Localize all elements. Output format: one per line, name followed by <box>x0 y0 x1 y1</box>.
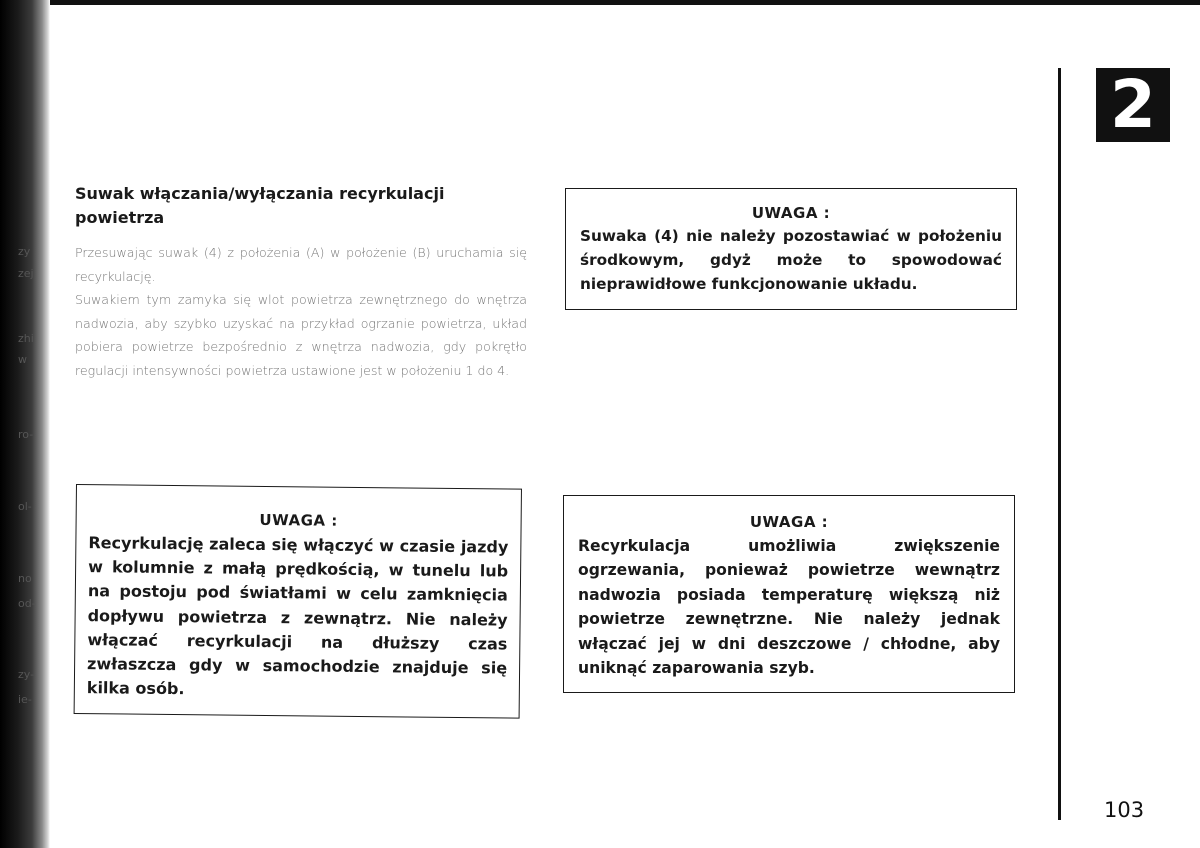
section-body <box>75 241 527 383</box>
chapter-tab: 2 <box>1096 68 1170 142</box>
margin-fragment: ie- <box>18 693 32 706</box>
margin-fragment: zy- <box>18 668 35 681</box>
chapter-rule <box>1058 68 1061 820</box>
scan-top-edge <box>0 0 1200 5</box>
section-heading: Suwak włączania/wyłączania recyrkulacji powietrza <box>75 184 445 227</box>
warning-title: UWAGA : <box>751 204 831 222</box>
warning-text: Recyrkulację zaleca się włączyć w czasie jazdy w kolumnie z małą prędkością, w tunelu lub na postoju pod światłami w celu zamknięcia dopływu powietrza z zewnątrz. Nie należy włączać recyrkulacji na dłuższy czas zwłaszcza gdy w samochodzie znajduje się kilka osób. <box>86 533 509 699</box>
warning-title: UWAGA : <box>259 510 338 530</box>
section-paragraph: Suwakiem tym zamyka się wlot powietrza zewnętrznego do wnętrza nadwozia, aby szybko uzyskać na przykład ogrzanie powietrza, układ pobiera powietrze bezpośrednio z wnętrza nadwozia, gdy pokrętło regulacji intensywności powietrza ustawione jest w położeniu 1 do 4. <box>75 292 527 378</box>
margin-fragment: zej <box>18 267 34 280</box>
page-number: 103 <box>1104 798 1145 822</box>
margin-fragment: no <box>18 572 32 585</box>
warning-box <box>74 484 522 719</box>
margin-fragment: w <box>18 353 27 366</box>
warning-box <box>565 188 1017 310</box>
warning-text: Suwaka (4) nie należy pozostawiać w położeniu środkowym, gdyż może to spowodować nieprawidłowe funkcjonowanie układu. <box>580 227 1002 293</box>
margin-fragment: od- <box>18 597 36 610</box>
warning-title: UWAGA : <box>749 513 829 531</box>
margin-fragment: ro- <box>18 428 34 441</box>
warning-text: Recyrkulacja umożliwia zwiększenie ogrzewania, ponieważ powietrze wewnątrz nadwozia posiada temperaturę większą niż powietrze zewnętrzne. Nie należy jednak włączać jej w dni deszczowe / chłodne, aby uniknąć zaparowania szyb. <box>578 537 1000 678</box>
warning-box <box>563 495 1015 693</box>
margin-fragment: zy <box>18 245 31 258</box>
margin-fragment: zhi <box>18 332 34 345</box>
section-paragraph: Przesuwając suwak (4) z położenia (A) w położenie (B) uruchamia się recyrkulację. <box>75 245 527 284</box>
page-binding-shadow <box>0 0 50 848</box>
margin-fragment: ol- <box>18 500 32 513</box>
